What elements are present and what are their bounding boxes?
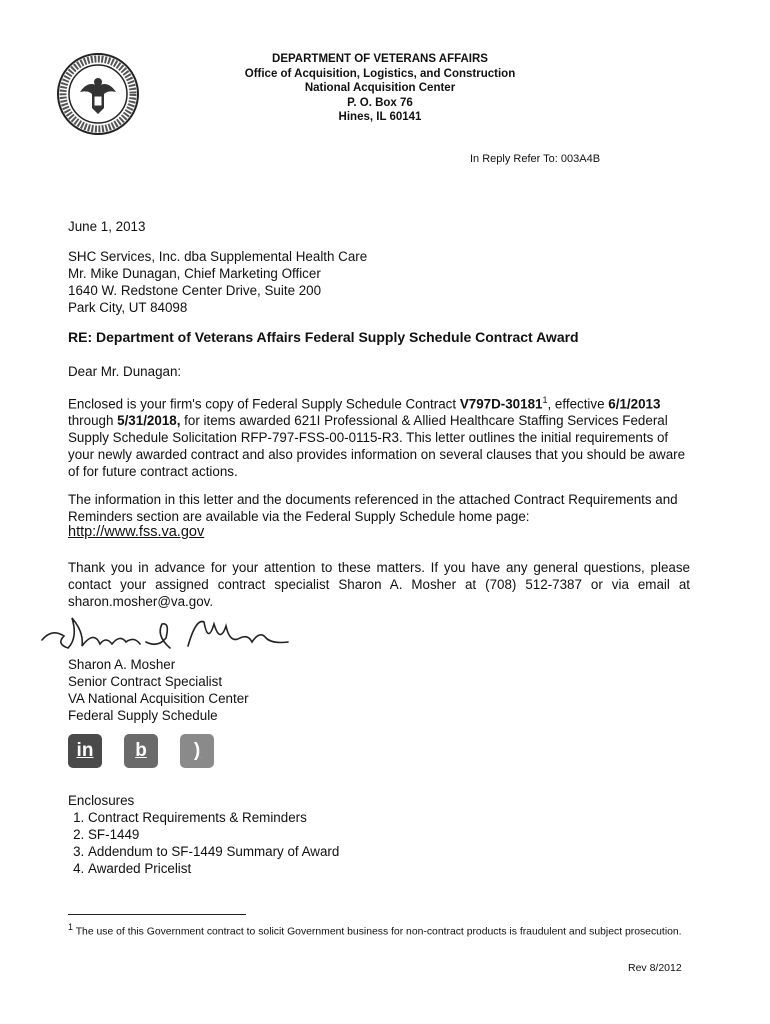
letterhead-line: DEPARTMENT OF VETERANS AFFAIRS <box>272 53 488 65</box>
end-date: 5/31/2018, <box>117 413 181 429</box>
signer-name: Sharon A. Mosher <box>68 657 176 672</box>
letter-date: June 1, 2013 <box>68 219 146 234</box>
effective-date: 6/1/2013 <box>608 396 661 412</box>
blog-icon[interactable]: b <box>124 734 158 768</box>
letterhead <box>200 52 560 125</box>
revision-label: Rev 8/2012 <box>628 962 682 974</box>
paragraph-thanks: Thank you in advance for your attention to these matters. If you have any general questions, please contact your assigned contract specialist Sharon A. Mosher at (708) 512-7387 or via email at sharon.mosher@va.gov. <box>68 560 690 609</box>
va-seal-logo <box>56 52 140 136</box>
reply-reference: In Reply Refer To: 003A4B <box>470 153 601 165</box>
letterhead-line: Office of Acquisition, Logistics, and Construction <box>244 67 516 80</box>
letterhead-line: National Acquisition Center <box>304 82 456 94</box>
signer-org: VA National Acquisition Center <box>68 691 249 706</box>
address-line: 1640 W. Redstone Center Drive, Suite 200 <box>68 283 322 298</box>
enclosure-item: 4. Awarded Pricelist <box>88 860 339 877</box>
address-line: Mr. Mike Dunagan, Chief Marketing Officer <box>68 266 321 281</box>
letterhead-line: P. O. Box 76 <box>347 96 413 109</box>
letterhead-line: Hines, IL 60141 <box>338 111 422 123</box>
contract-number: V797D-30181 <box>459 396 543 412</box>
signer-unit: Federal Supply Schedule <box>68 708 218 723</box>
address-line: Park City, UT 84098 <box>68 300 188 315</box>
text-run: Enclosed is your firm's copy of Federal Supply Schedule Contract <box>68 396 460 412</box>
enclosure-item: 3. Addendum to SF-1449 Summary of Award <box>88 843 339 860</box>
rss-icon[interactable]: ) <box>180 734 214 768</box>
footnote-mark: 1 <box>542 395 548 405</box>
enclosures <box>68 792 339 877</box>
signer-title: Senior Contract Specialist <box>68 674 223 689</box>
linkedin-icon[interactable]: in <box>68 734 102 768</box>
paragraph-contract <box>68 392 688 480</box>
subject-line: RE: Department of Veterans Affairs Federal Supply Schedule Contract Award <box>68 329 579 345</box>
text-run: , effective <box>547 396 609 412</box>
footnote-divider <box>68 914 246 915</box>
recipient-address <box>68 248 367 316</box>
address-line: SHC Services, Inc. dba Supplemental Health Care <box>68 249 368 264</box>
footnote-number: 1 <box>68 922 74 932</box>
enclosure-item: 1. Contract Requirements & Reminders <box>88 809 339 826</box>
enclosure-item: 2. SF-1449 <box>88 826 339 843</box>
paragraph-information: The information in this letter and the documents referenced in the attached Contract Requirements and Reminders section are available via the Federal Supply Schedule home page: <box>68 492 678 524</box>
signature-block <box>68 656 249 724</box>
footnote <box>68 920 686 939</box>
fss-homepage-link[interactable]: http://www.fss.va.gov <box>68 524 205 540</box>
text-run: for items awarded 621I Professional & Allied Healthcare Staffing Services Federal Supply Schedule Solicitation RFP-797-FSS-00-0115-R3. This letter outlines the initial requirements of your newly awarded contract and also provides information on several clauses that you should be aware of for future contract actions. <box>68 413 686 480</box>
handwritten-signature <box>38 608 298 656</box>
footnote-text: The use of this Government contract to solicit Government business for non-contract products is fraudulent and subject prosecution. <box>73 926 682 938</box>
enclosures-title: Enclosures <box>68 793 135 808</box>
salutation: Dear Mr. Dunagan: <box>68 364 182 379</box>
text-run: through <box>68 413 118 429</box>
